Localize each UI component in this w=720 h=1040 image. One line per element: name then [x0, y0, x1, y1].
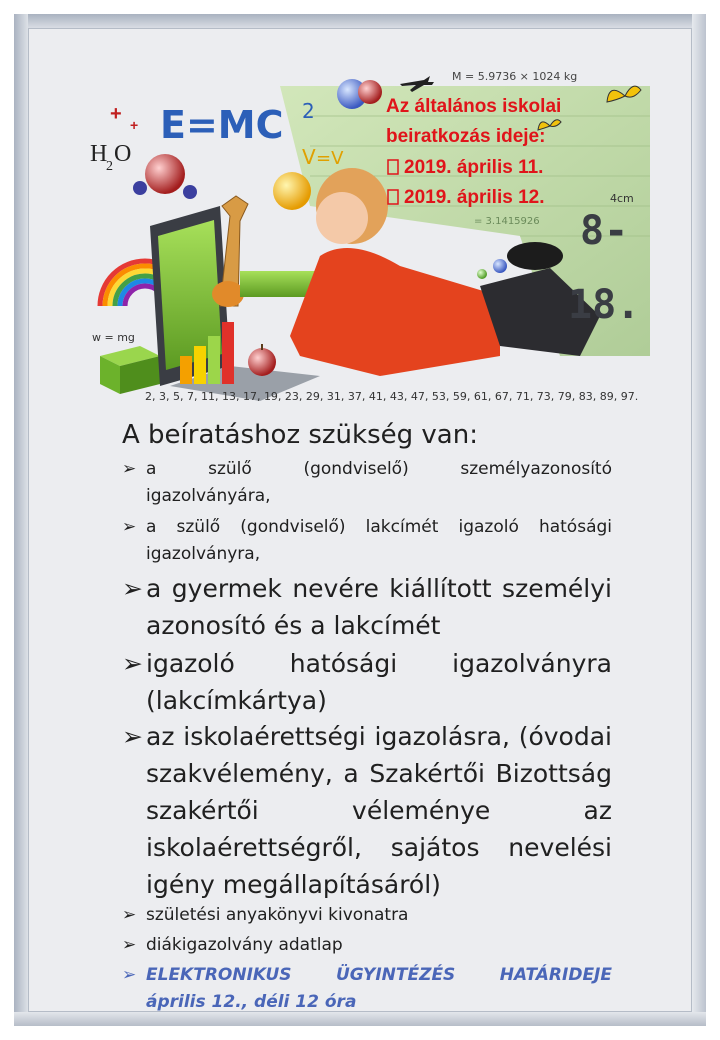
decor-ball [273, 172, 311, 210]
weight-formula: w = mg [92, 331, 135, 344]
requirement-item [122, 902, 612, 929]
arrow-bullet-icon: ➢ [122, 649, 143, 678]
notice-date-1: 2019. április 11. [404, 157, 544, 178]
requirement-item [122, 645, 612, 719]
molecule-atom [133, 181, 147, 195]
frame-bevel-left [14, 14, 28, 1026]
arrow-bullet-icon: ➢ [122, 935, 137, 955]
requirement-line: igazoló hatósági igazolványra [146, 649, 612, 678]
emc-power: 2 [302, 99, 315, 123]
time-label-start: 8- [580, 208, 629, 254]
notice-line-2: beiratkozás ideje: [386, 126, 546, 147]
requirement-line: igazolványára, [146, 486, 271, 506]
molecule-ball [145, 154, 185, 194]
molecule-atom [183, 185, 197, 199]
cm-label: 4cm [610, 192, 634, 205]
h2o-subscript: 2 [106, 159, 113, 174]
deadline-line: ELEKTRONIKUS ÜGYINTÉZÉS HATÁRIDEJE [146, 965, 612, 985]
emc-formula: E=MC [160, 103, 284, 147]
arrow-bullet-icon: ➢ [122, 459, 137, 479]
requirement-line: szakvélemény, a Szakértői Bizottság [146, 759, 612, 788]
deadline-line: április 12., déli 12 óra [146, 992, 357, 1012]
arrow-bullet-icon: ➢ [122, 965, 137, 985]
tiger-head [212, 281, 244, 307]
decor-ball [477, 269, 487, 279]
requirement-item [122, 456, 612, 510]
requirements-heading: A beíratáshoz szükség van: [122, 420, 478, 450]
arrow-bullet-icon: ➢ [122, 722, 143, 751]
electronic-deadline [122, 962, 612, 1016]
requirement-item [122, 570, 612, 644]
prime-numbers: 2, 3, 5, 7, 11, 13, 17, 19, 23, 29, 31, 37, 41, 43, 47, 53, 59, 61, 67, 71, 73, 79, 83, 89, 97. [145, 390, 639, 403]
bar [222, 322, 234, 384]
arrow-bullet-icon: ➢ [122, 517, 137, 537]
apple [248, 348, 276, 376]
velocity-formula: V [302, 145, 316, 169]
apple-stem [261, 344, 263, 350]
requirement-line: (lakcímkártya) [146, 686, 327, 715]
h2o-label: H [90, 141, 108, 167]
decor-ball [493, 259, 507, 273]
requirement-line: azonosító és a lakcímét [146, 611, 441, 640]
arrow-bullet-icon: ➢ [122, 574, 143, 603]
plus-sign: + [130, 117, 139, 133]
requirement-line: iskolaérettségről, sajátos nevelési [146, 833, 612, 862]
child-shirt [290, 248, 500, 376]
velocity-rhs: =V [316, 148, 344, 169]
requirement-item [122, 514, 612, 568]
frame-bevel-top [14, 14, 706, 28]
time-label-end: 18. [568, 282, 641, 328]
requirement-item [122, 932, 612, 959]
requirement-line: születési anyakönyvi kivonatra [146, 905, 409, 925]
requirement-line: az iskolaérettségi igazolásra, (óvodai [146, 722, 612, 751]
requirement-line: igény megállapításáról) [146, 870, 441, 899]
frame-bevel-right [692, 14, 706, 1026]
notice-line-1: Az általános iskolai [386, 96, 562, 117]
arrow-bullet-icon: ➢ [122, 905, 137, 925]
child-shoe [507, 242, 563, 270]
mass-formula: M = 5.9736 × 1024 kg [452, 70, 578, 83]
education-illustration [80, 56, 660, 416]
child-face [316, 192, 368, 244]
pi-text: = 3.1415926 [474, 216, 540, 227]
requirement-item [122, 718, 612, 903]
decor-ball [358, 80, 382, 104]
requirement-line: szakértői véleménye az [146, 796, 612, 825]
bar [194, 346, 206, 384]
requirement-line: a gyermek nevére kiállított személyi [146, 574, 612, 603]
requirement-line: diákigazolvány adatlap [146, 935, 343, 955]
h2o-oxygen: O [114, 141, 132, 167]
plus-sign: + [110, 103, 122, 125]
bar [180, 356, 192, 384]
bar [208, 336, 220, 384]
requirement-line: a szülő (gondviselő) lakcímét igazoló hatósági [146, 517, 612, 537]
requirement-line: igazolványra, [146, 544, 261, 564]
notice-date-2: 2019. április 12. [404, 187, 545, 208]
requirement-line: a szülő (gondviselő) személyazonosító [146, 459, 612, 479]
